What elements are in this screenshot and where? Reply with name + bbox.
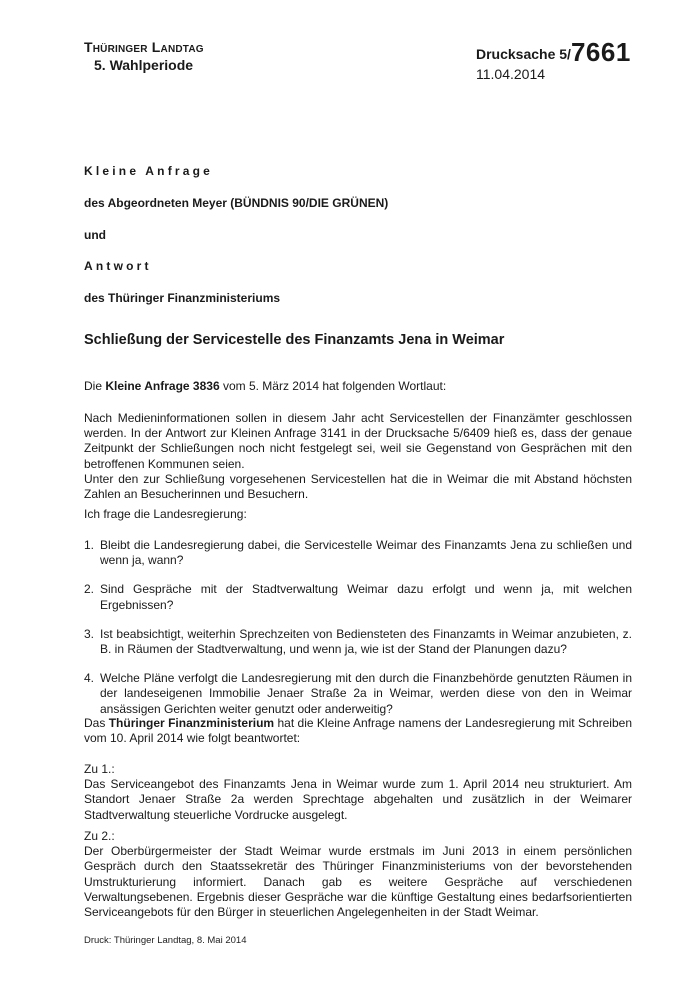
drucksache-block (476, 37, 631, 82)
answer-intro-post: hat die Kleine Anfrage namens der Landesregierung mit Schreiben vom 10. April 2014 wie folgt beantwortet: (84, 716, 632, 746)
doc-type-antwort: Antwort (84, 259, 152, 273)
answer-intro-bold: Thüringer Finanzministerium (108, 716, 275, 730)
question-item (84, 671, 632, 717)
question-text: Bleibt die Landesregierung dabei, die Servicestelle Weimar des Finanzamts Jena zu schließen und wenn ja, wann? (100, 538, 632, 568)
answer-intro (84, 716, 632, 746)
drucksache-label: Drucksache 5/ (476, 46, 571, 62)
drucksache-number: 7661 (570, 37, 631, 67)
question-item (84, 538, 632, 568)
question-item (84, 627, 632, 657)
und-line: und (84, 228, 106, 242)
answer-text: Der Oberbürgermeister der Stadt Weimar wurde erstmals im Juni 2013 in einem persönlichen Gespräch durch den Staatssekretär des Thüringer Finanzministeriums von der bevorstehenden Umstrukturierung informiert. Danach gab es weitere Gespräche auf verschiedenen Verwaltungsebenen. Ergebnis dieser Gespräche war die künftige Gestaltung eines bedarfsorientierten Serviceangebots für den Bürger in steuerlichen Angelegenheiten in der Stadt Weimar. (84, 844, 632, 920)
print-footer: Druck: Thüringer Landtag, 8. Mai 2014 (84, 935, 247, 946)
ask-line: Ich frage die Landesregierung: (84, 507, 247, 521)
paragraph-2: Unter den zur Schließung vorgesehenen Servicestellen hat die in Weimar die mit Abstand höchsten Zahlen an Besucherinnen und Besuchern. (84, 471, 632, 502)
intro-bold: Kleine Anfrage 3836 (105, 379, 220, 393)
answer-label: Zu 2.: (84, 829, 115, 843)
question-text: Ist beabsichtigt, weiterhin Sprechzeiten von Bediensteten des Finanzamts in Weimar anzubieten, z. B. in Räumen der Stadtverwaltung, und wenn ja, wie ist der Stand der Planungen dazu? (100, 626, 632, 657)
question-text: Sind Gespräche mit der Stadtverwaltung Weimar dazu erfolgt und wenn ja, mit welchen Ergebnissen? (100, 582, 632, 612)
question-paragraphs (84, 411, 632, 502)
answer-text: Das Serviceangebot des Finanzamts Jena in Weimar wurde zum 1. April 2014 neu strukturiert. Am Standort Jenaer Straße 2a werden Sprechtage abgehalten und zusätzlich in der Weimarer Stadtverwaltung steuerliche Vordrucke ausgelegt. (84, 777, 632, 822)
issuer-block (84, 38, 204, 74)
question-item (84, 582, 632, 612)
document-date: 11.04.2014 (476, 66, 546, 82)
page-title: Schließung der Servicestelle des Finanzamts Jena in Weimar (84, 332, 505, 348)
question-number: 1. (84, 538, 95, 552)
question-text: Welche Pläne verfolgt die Landesregierung mit den durch die Finanzbehörde genutzten Räumen in der landeseigenen Immobilie Jenaer Straße 2a in Weimar, werden diese von den in Weimar ansässigen Gerichten weiter genutzt oder anderweitig? (100, 671, 632, 716)
intro-pre: Die (84, 379, 106, 393)
question-number: 4. (84, 671, 95, 686)
question-list (84, 538, 632, 717)
intro-post: vom 5. März 2014 hat folgenden Wortlaut: (219, 379, 447, 393)
wahlperiode: 5. Wahlperiode (94, 57, 194, 73)
intro-line (84, 379, 632, 394)
question-number: 2. (84, 582, 95, 597)
answer-label: Zu 1.: (84, 762, 115, 776)
paragraph-1: Nach Medieninformationen sollen in diesem Jahr acht Servicestellen der Finanzämter geschlossen werden. In der Antwort zur Kleinen Anfrage 3141 in der Drucksache 5/6409 hieß es, dass der genaue Zeitpunkt der Schließungen noch nicht festgelegt sei, weil sie Gegenstand von Gesprächen mit den betroffenen Kommunen seien. (84, 411, 632, 471)
doc-type-kleine-anfrage: Kleine Anfrage (84, 164, 214, 178)
issuer-name: Thüringer Landtag (84, 39, 204, 55)
author-line: des Abgeordneten Meyer (BÜNDNIS 90/DIE GRÜNEN) (84, 196, 389, 210)
answer-intro-pre: Das (84, 716, 109, 730)
ministry-line: des Thüringer Finanzministeriums (84, 291, 281, 305)
answer-2 (84, 829, 632, 920)
answer-1 (84, 762, 632, 823)
question-number: 3. (84, 626, 95, 641)
